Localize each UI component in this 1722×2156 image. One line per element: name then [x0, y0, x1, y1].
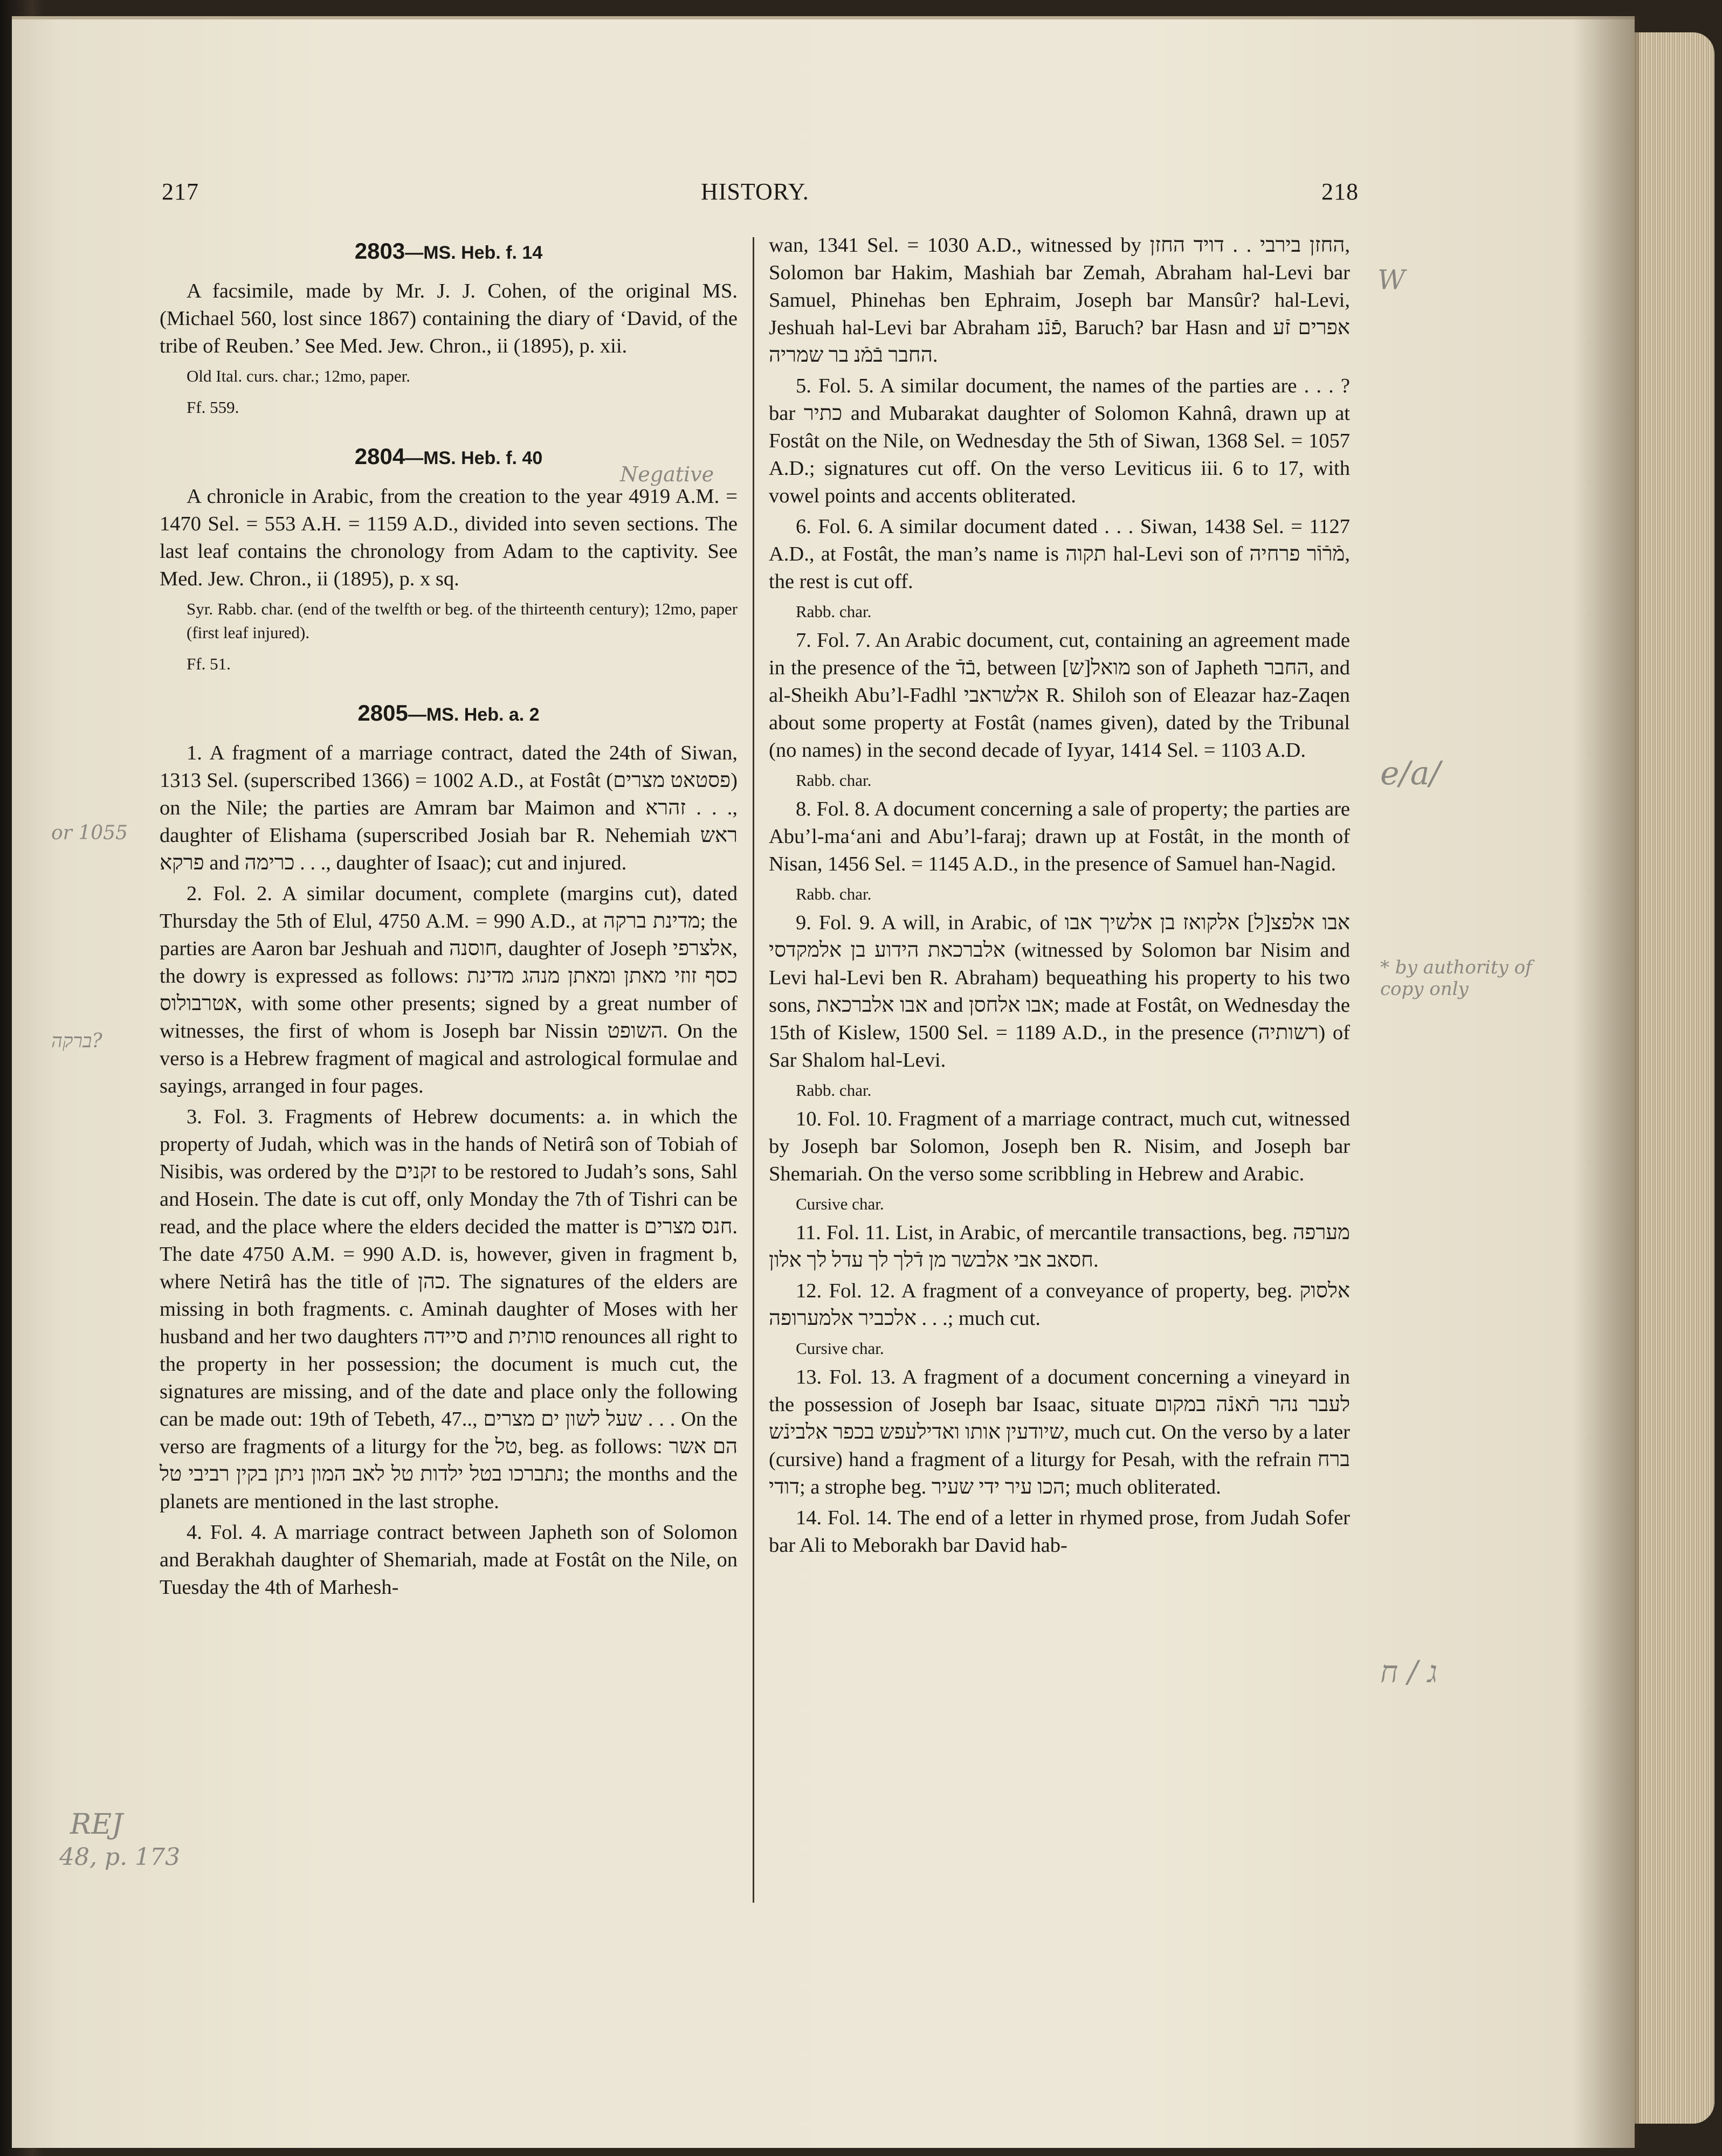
margin-note-w: W [1377, 264, 1406, 295]
entry-2804-text: A chronicle in Arabic, from the creation to the year 4919 A.M. = 1470 Sel. = 553 A.H. = 1159 A.D., divided into seven sections. The last leaf contains the chronology from Adam to the captivity. See Med. Jew. Chron., ii (1895), p. x sq. [160, 485, 738, 590]
margin-note-negative: Negative [620, 462, 714, 486]
margin-note-rej-ref: 48, p. 173 [59, 1843, 181, 1871]
page-block-edges [1634, 32, 1714, 2124]
margin-note-authority: * by authority of copy only [1380, 957, 1532, 1000]
para-12-note: Cursive char. [796, 1339, 884, 1358]
entry-2805-para-4-continued: wan, 1341 Sel. = 1030 A.D., witnessed by החזן בירבי . . דויד החזן, Solomon bar Hakim, Mashiah bar Zemah, Abraham hal-Levi bar Samuel, Phinehas ben Ephraim, Joseph bar Mansûr? hal-Levi, Jeshuah hal-Levi bar Abraham פֿנֿנ, Baruch? bar Hasn and אפרים זֿע החבר בֿמֿנ בר שמריה. [769, 234, 1350, 367]
entry-2805-para-5: 5. Fol. 5. A similar document, the names of the parties are . . . ? bar כתיר and Mubarakat daughter of Solomon Kahnâ, drawn up at Fostât on the Nile, on Wednesday the 5th of Siwan, 1368 Sel. = 1057 A.D.; signatures cut off. On the verso Leviticus iii. 6 to 17, with vowel points and accents obliterated. [769, 375, 1350, 507]
entry-2805-para-4: 4. Fol. 4. A marriage contract between Japheth son of Solomon and Berakhah daughter of Shemariah, made at Fostât on the Nile, on Tuesday the 4th of Marhesh- [160, 1521, 738, 1599]
entry-2803-folio: Ff. 559. [187, 398, 239, 417]
entry-2805-para-11: 11. Fol. 11. List, in Arabic, of mercantile transactions, beg. מערפה חסאב אבי אלבשר מן דֿלך לך עדל לך אלון. [769, 1221, 1350, 1272]
para-6-note: Rabb. char. [796, 602, 872, 621]
entry-heading-2805: 2805—MS. Heb. a. 2 [357, 700, 540, 725]
column-divider [753, 237, 754, 1903]
entry-2805-para-12: 12. Fol. 12. A fragment of a conveyance of property, beg. אלסוק אלכביר אלמערופה . . .; much cut. [769, 1280, 1350, 1330]
entry-2804-note: Syr. Rabb. char. (end of the twelfth or beg. of the thirteenth century); 12mo, paper (first leaf injured). [187, 599, 738, 642]
entry-2805-para-14: 14. Fol. 14. The end of a letter in rhymed prose, from Judah Sofer bar Ali to Meborakh bar David hab- [769, 1507, 1350, 1557]
page-curve-shadow [1574, 16, 1639, 2148]
entry-2805-para-9: 9. Fol. 9. A will, in Arabic, of אבו אלפצ[ל] אלקואז בן אלשיך אבו אלברכאת הידוע בן אלמקדסי (witnessed by Solomon bar Nisim and Levi hal-Levi ben R. Abraham) bequeathing his property to his two sons, אבו אלברכאת and אבו אלחסן; made at Fostât, on Wednesday the 15th of Kislew, 1500 Sel. = 1189 A.D., in the presence (רשותיה) of Sar Shalom hal-Levi. [769, 911, 1351, 1072]
entry-2805-para-10: 10. Fol. 10. Fragment of a marriage contract, much cut, witnessed by Joseph bar Solomon, Joseph ben R. Nisim, and Joseph bar Shemariah. On the verso some scribbling in Hebrew and Arabic. [769, 1108, 1350, 1185]
margin-note-hebrew-query: ברקה? [51, 1030, 102, 1052]
entry-2803-note: Old Ital. curs. char.; 12mo, paper. [187, 367, 410, 385]
para-8-note: Rabb. char. [796, 884, 872, 903]
para-10-note: Cursive char. [796, 1194, 884, 1213]
margin-note-ea: e/a/ [1380, 755, 1441, 792]
entry-2805-para-1: 1. A fragment of a marriage contract, dated the 24th of Siwan, 1313 Sel. (superscribed 1366) = 1002 A.D., at Fostât (פסטאט מצרים) on the Nile; the parties are Amram bar Maimon and זהרא . . ., daughter of Elishama (superscribed Josiah bar R. Nehemiah ראש פרקא and כרימה . . ., daughter of Isaac); cut and injured. [160, 742, 738, 874]
entry-2805-para-13: 13. Fol. 13. A fragment of a document concerning a vineyard in the possession of Joseph bar Isaac, situate לעבר נהר תֿאנֿה במקום שיודעין אותו ואדילעפש בכפר אלבינֿש, much cut. On the verso by a later (cursive) hand a fragment of a liturgy for Pesah, with the refrain ברח דודי; a strophe beg. הכו עיר ידי שעיר; much obliterated. [769, 1366, 1350, 1498]
entry-2805-para-8: 8. Fol. 8. A document concerning a sale of property; the parties are Abu’l-ma‘ani and Abu’l-faraj; drawn up at Fostât, in the month of Nisan, 1456 Sel. = 1145 A.D., in the presence of Samuel han-Nagid. [769, 798, 1350, 875]
entry-2805-para-2: 2. Fol. 2. A similar document, complete (margins cut), dated Thursday the 5th of Elul, 4750 A.M. = 990 A.D., at מדינת ברקה; the parties are Aaron bar Jeshuah and חוסנה, daughter of Joseph אלצרפי, the dowry is expressed as follows: כסף זוזי מאתן ומאתן מנהג מדינת אטרבולוס, with some other presents; signed by a great number of witnesses, the first of whom is Joseph bar Nissin השופט. On the verso is a Hebrew fragment of magical and astrological formulae and sayings, arranged in four pages. [160, 882, 738, 1097]
margin-note-or-1055: or 1055 [51, 822, 128, 844]
entry-2804-folio: Ff. 51. [187, 654, 231, 673]
entry-2805-para-3: 3. Fol. 3. Fragments of Hebrew documents: a. in which the property of Judah, which was in the hands of Netirâ son of Tobiah of Nisibis, was ordered by the זקנים to be restored to Judah’s sons, Sahl and Hosein. The date is cut off, only Monday the 7th of Tishri can be read, and the place where the elders decided the matter is חנס מצרים. The date 4750 A.M. = 990 A.D. is, however, given in fragment b, where Netirâ has the title of כהן. The signatures of the elders are missing in both fragments. c. Aminah daughter of Moses with her husband and her two daughters סיידה and סותית renounces all right to the property in her possession; the document is much cut, the signatures are missing, and of the date and place only the following can be made out: 19th of Tebeth, 47.., שעל לשון ים מצרים . . . On the verso are fragments of a liturgy for the טל, beg. as follows: הם אשר נתברכו בטל ילדות טל לאב המון ניתן בקין רביבי טל; the months and the planets are mentioned in the last strophe. [160, 1105, 738, 1513]
margin-note-hebrew-letters: ג / ח [1380, 1655, 1438, 1690]
page-number-right: 218 [1321, 178, 1359, 205]
entry-heading-2803: 2803—MS. Heb. f. 14 [354, 238, 543, 264]
entry-2805-para-6: 6. Fol. 6. A similar document dated . . . Siwan, 1438 Sel. = 1127 A.D., at Fostât, the man’s name is תקוה hal-Levi son of מֿרֿוֿר פרחיה, the rest is cut off. [769, 515, 1350, 593]
right-column [769, 232, 1350, 1563]
entry-heading-2804: 2804—MS. Heb. f. 40 [354, 444, 543, 469]
para-9-note: Rabb. char. [796, 1081, 872, 1100]
running-head [162, 178, 1359, 210]
left-column [160, 232, 738, 1605]
entry-2803-text: A facsimile, made by Mr. J. J. Cohen, of the original MS. (Michael 560, lost since 1867) containing the diary of ‘David, of the tribe of Reuben.’ See Med. Jew. Chron., ii (1895), p. xii. [160, 280, 738, 357]
running-title: HISTORY. [701, 178, 809, 205]
margin-note-rej: REJ [70, 1808, 123, 1841]
page-number-left: 217 [162, 178, 199, 205]
entry-2805-para-7: 7. Fol. 7. An Arabic document, cut, containing an agreement made in the presence of the בֿדֿ, between [ש]מואל son of Japheth החבר, and al-Sheikh Abu’l-Fadhl אלשראבי R. Shiloh son of Eleazar haz-Zaqen about some property at Fostât (names given), dated by the Tribunal (no names) in the second decade of Iyyar, 1414 Sel. = 1103 A.D. [769, 629, 1350, 762]
para-7-note: Rabb. char. [796, 771, 872, 790]
